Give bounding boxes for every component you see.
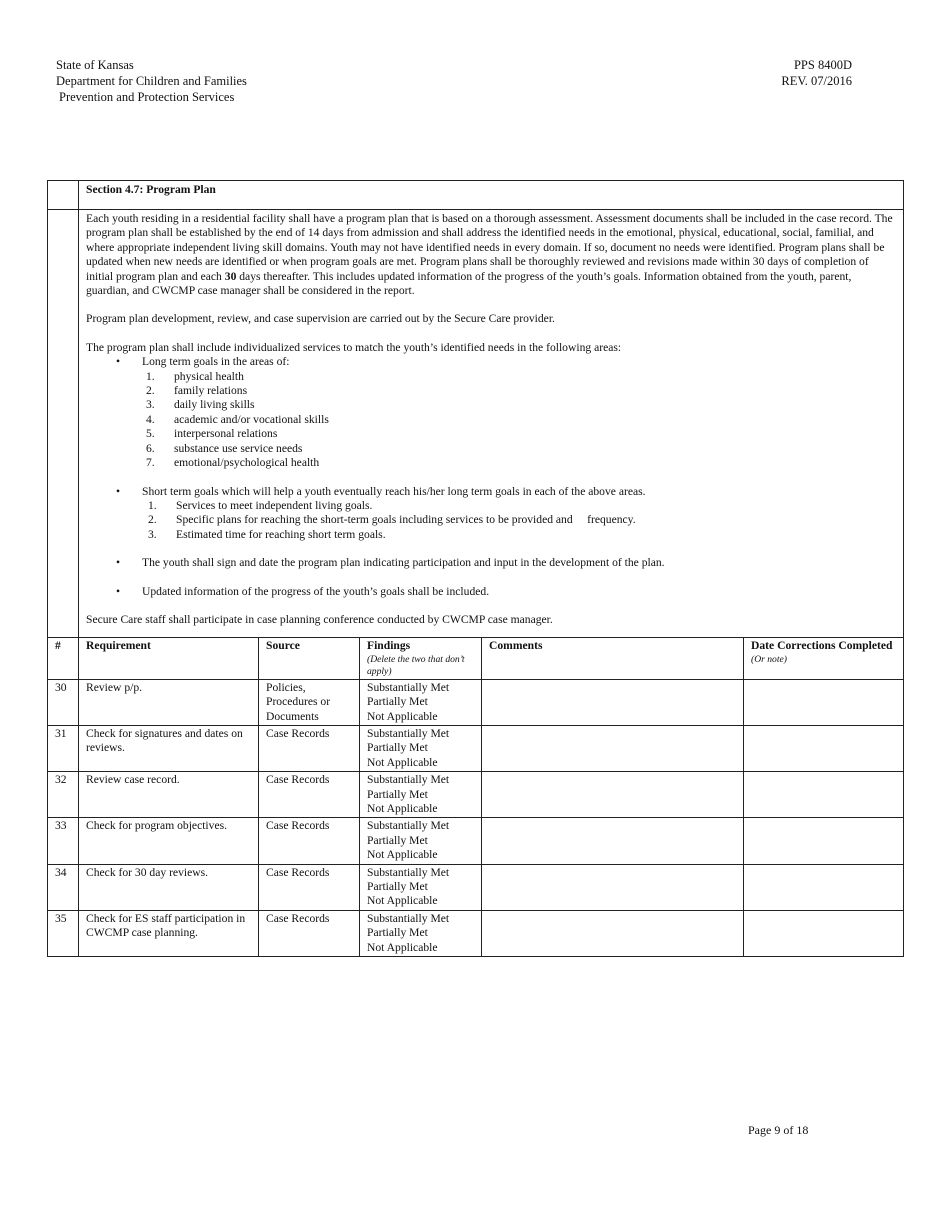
row-source: Case Records: [259, 818, 360, 864]
row-findings[interactable]: Substantially Met Partially Met Not Applicable: [360, 679, 482, 725]
row-number: 31: [48, 725, 79, 771]
row-requirement: Review p/p.: [79, 679, 259, 725]
col-comments: Comments: [482, 638, 744, 679]
row-date-corrections[interactable]: [744, 910, 904, 956]
column-header-row: [48, 638, 904, 679]
header-division: Prevention and Protection Services: [59, 90, 235, 104]
row-comments[interactable]: [482, 772, 744, 818]
row-requirement: Check for signatures and dates on reviews.: [79, 725, 259, 771]
row-date-corrections[interactable]: [744, 864, 904, 910]
list-item: 6. substance use service needs: [146, 441, 303, 455]
date-note: (Or note): [751, 653, 787, 665]
row-comments[interactable]: [482, 818, 744, 864]
header-right: [781, 57, 852, 89]
row-number: 35: [48, 910, 79, 956]
col-date-corrections: Date Corrections Completed (Or note): [744, 638, 904, 679]
requirements-list: [86, 355, 896, 599]
row-findings[interactable]: Substantially Met Partially Met Not Applicable: [360, 910, 482, 956]
row-source: Policies, Procedures or Documents: [259, 679, 360, 725]
page-number: Page 9 of 18: [748, 1123, 809, 1137]
row-comments[interactable]: [482, 864, 744, 910]
paragraph-conference: Secure Care staff shall participate in case planning conference conducted by CWCMP case manager.: [86, 612, 553, 626]
row-date-corrections[interactable]: [744, 818, 904, 864]
revision-date: REV. 07/2016: [781, 74, 852, 88]
col-number: #: [48, 638, 79, 679]
program-plan-table: [47, 180, 904, 957]
list-item: • Long term goals in the areas of: 1. physical health 2. family relations 3. daily living skills 4. academic and/or vocational skills 5. interpersonal relations 6. substance use service needs 7. emotional/psychological health: [86, 355, 896, 470]
row-findings[interactable]: Substantially Met Partially Met Not Applicable: [360, 864, 482, 910]
table-row: [48, 679, 904, 725]
form-number: PPS 8400D: [793, 58, 852, 72]
col-requirement: Requirement: [79, 638, 259, 679]
row-number: 32: [48, 772, 79, 818]
header-department: Department for Children and Families: [56, 74, 247, 88]
list-item: 7. emotional/psychological health: [146, 456, 320, 470]
list-item: 1. Services to meet independent living goals.: [148, 498, 373, 512]
table-row: [48, 725, 904, 771]
row-requirement: Check for 30 day reviews.: [79, 864, 259, 910]
row-date-corrections[interactable]: [744, 772, 904, 818]
row-findings[interactable]: Substantially Met Partially Met Not Applicable: [360, 772, 482, 818]
long-term-goals-list: [142, 370, 896, 471]
row-source: Case Records: [259, 864, 360, 910]
table-row: [48, 818, 904, 864]
row-number: 30: [48, 679, 79, 725]
row-comments[interactable]: [482, 910, 744, 956]
list-item: 3. Estimated time for reaching short term goals.: [148, 527, 386, 541]
row-requirement: Check for program objectives.: [79, 818, 259, 864]
list-item: 5. interpersonal relations: [146, 427, 278, 441]
list-item: 2. family relations: [146, 384, 248, 398]
row-date-corrections[interactable]: [744, 725, 904, 771]
row-requirement: Review case record.: [79, 772, 259, 818]
table-row: [48, 910, 904, 956]
findings-note: (Delete the two that don’t apply): [367, 653, 465, 677]
paragraph-assessment: Each youth residing in a residential facility shall have a program plan that is based on a thorough assessment. Assessment documents shall be included in the case record. The program plan shall be established by the end of 14 days from admission and shall address the identified needs in the emotional, physical, educational, social, familial, and where appropriate independent living skill domains. Youth may not have identified needs in every domain. If so, document no needs were identified. Program plans shall be updated when new needs are identified or when program goals are met. Program plans shall be thoroughly reviewed and revisions made within 30 days of completion of initial program plan and each 30 days thereafter. This includes updated information of the progress of the youth’s goals. Information obtained from the youth, parent, guardian, and CWCMP case manager shall be considered in the report.: [86, 212, 893, 298]
table-row: [48, 864, 904, 910]
section-body: [79, 210, 904, 638]
row-source: Case Records: [259, 772, 360, 818]
list-item: • The youth shall sign and date the program plan indicating participation and input in the development of the plan.: [86, 556, 896, 570]
row-comments[interactable]: [482, 679, 744, 725]
list-item: 2. Specific plans for reaching the short-term goals including services to be provided and frequency.: [148, 513, 636, 527]
section-title: Section 4.7: Program Plan: [79, 181, 904, 210]
row-findings[interactable]: Substantially Met Partially Met Not Applicable: [360, 725, 482, 771]
list-item: 4. academic and/or vocational skills: [146, 412, 329, 426]
row-date-corrections[interactable]: [744, 679, 904, 725]
list-item: • Short term goals which will help a youth eventually reach his/her long term goals in each of the above areas. 1. Services to meet independent living goals. 2. Specific plans for reaching the short-term goals including services to be provided and frequency. 3. Estimated time for reaching short term goals.: [86, 485, 896, 543]
paragraph-services: The program plan shall include individualized services to match the youth’s identified needs in the following areas:: [86, 340, 622, 354]
paragraph-development: Program plan development, review, and case supervision are carried out by the Secure Care provider.: [86, 312, 555, 326]
list-item: 3. daily living skills: [146, 398, 255, 412]
header-left: [56, 57, 247, 105]
col-source: Source: [259, 638, 360, 679]
list-item: 1. physical health: [146, 369, 244, 383]
row-number: 33: [48, 818, 79, 864]
table-row: [48, 772, 904, 818]
row-source: Case Records: [259, 725, 360, 771]
row-findings[interactable]: Substantially Met Partially Met Not Applicable: [360, 818, 482, 864]
row-requirement: Check for ES staff participation in CWCMP case planning.: [79, 910, 259, 956]
header-state: State of Kansas: [56, 58, 134, 72]
row-number: 34: [48, 864, 79, 910]
col-findings: Findings (Delete the two that don’t apply): [360, 638, 482, 679]
row-comments[interactable]: [482, 725, 744, 771]
short-term-goals-list: [142, 499, 896, 542]
row-source: Case Records: [259, 910, 360, 956]
list-item: • Updated information of the progress of the youth’s goals shall be included.: [86, 585, 896, 599]
